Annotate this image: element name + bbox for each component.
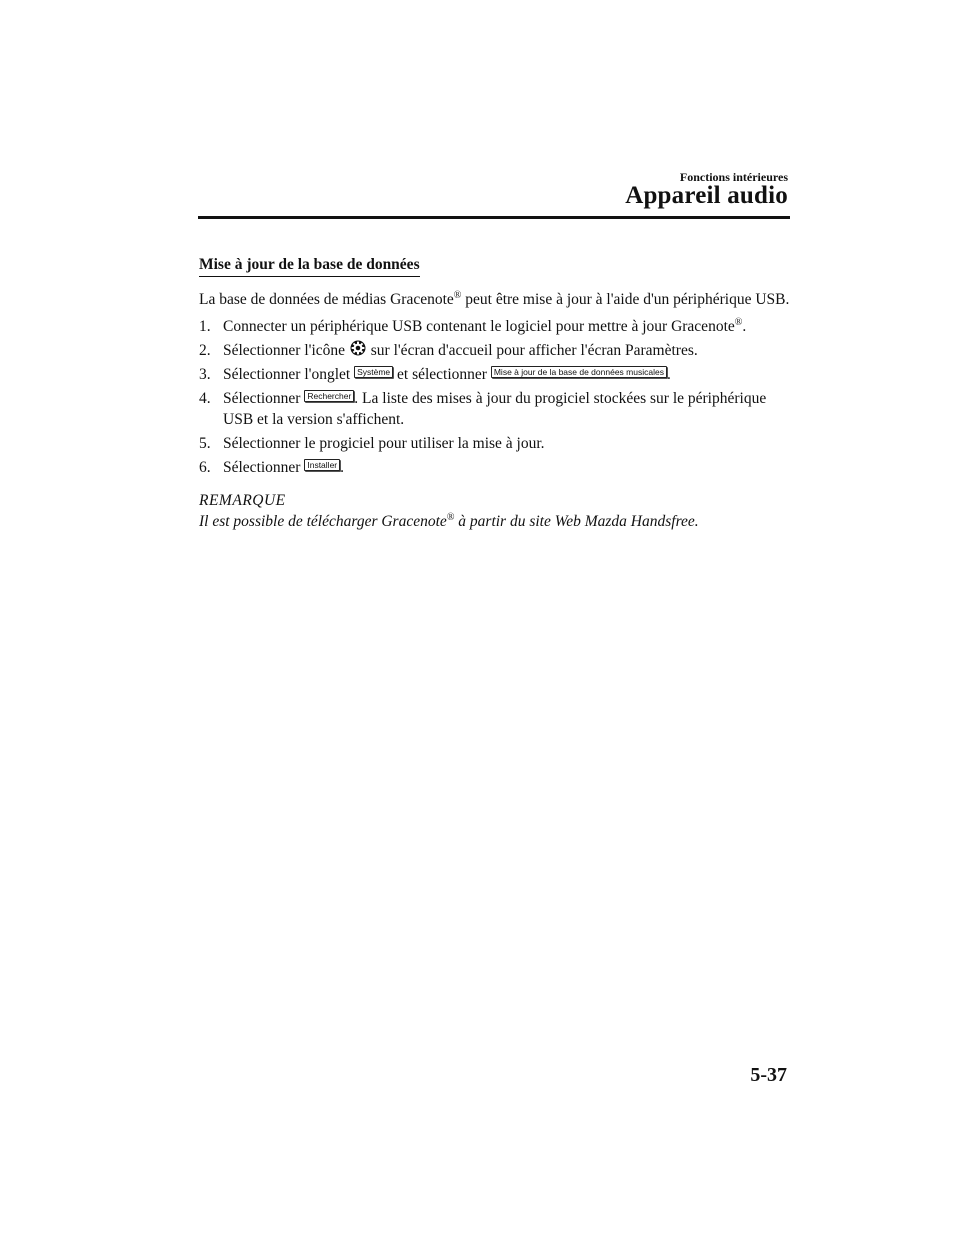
step-text: Connecter un périphérique USB contenant le logiciel pour mettre à jour Gracenote: [223, 318, 735, 335]
note-text-rest: à partir du site Web Mazda Handsfree.: [454, 513, 699, 530]
step-number: 5.: [199, 435, 211, 452]
step-number: 4.: [199, 390, 211, 407]
step-number: 1.: [199, 318, 211, 335]
step-text: Sélectionner: [223, 390, 301, 407]
step-text-end: .: [742, 318, 747, 335]
installer-button: Installer: [304, 459, 340, 471]
step-number: 2.: [199, 342, 211, 359]
header-rule: [198, 216, 790, 219]
note-heading: REMARQUE: [199, 492, 286, 509]
step-text-end: . La liste des mises à jour du progiciel stockées sur le périphérique USB et la version s'affichent.: [223, 390, 767, 428]
gear-icon: [350, 340, 366, 356]
step-text-end: sur l'écran d'accueil pour afficher l'écran Paramètres.: [370, 342, 698, 359]
running-header-title: Appareil audio: [625, 182, 788, 209]
list-item: [199, 388, 799, 430]
step-text: Sélectionner l'onglet: [223, 366, 351, 383]
note-body: [199, 511, 799, 532]
running-header-section: Fonctions intérieures: [679, 170, 788, 184]
step-number: 3.: [199, 366, 211, 383]
step-text-end: .: [340, 459, 344, 476]
page-content: [199, 254, 799, 532]
list-item: [199, 340, 799, 361]
list-item: [199, 364, 799, 385]
page-number: 5-37: [750, 1064, 787, 1086]
database-update-button: Mise à jour de la base de données musicales: [491, 366, 667, 378]
registered-mark: ®: [734, 317, 743, 328]
step-text-mid: et sélectionner: [397, 366, 487, 383]
intro-paragraph: [199, 289, 799, 310]
registered-mark: ®: [446, 512, 455, 523]
steps-list: [199, 316, 799, 478]
step-text: Sélectionner le progiciel pour utiliser la mise à jour.: [223, 435, 545, 452]
registered-mark: ®: [453, 290, 462, 301]
list-item: [199, 433, 799, 454]
intro-text-rest: peut être mise à jour à l'aide d'un périphérique USB.: [461, 291, 790, 308]
list-item: [199, 316, 799, 337]
step-text: Sélectionner: [223, 459, 301, 476]
step-number: 6.: [199, 459, 211, 476]
step-text-end: .: [666, 366, 671, 383]
intro-text: La base de données de médias Gracenote: [199, 291, 454, 308]
step-text: Sélectionner l'icône: [223, 342, 346, 359]
rechercher-button: Rechercher: [304, 390, 354, 402]
list-item: [199, 457, 799, 478]
note-text: Il est possible de télécharger Gracenote: [199, 513, 447, 530]
systeme-tab-button: Système: [354, 366, 393, 378]
section-title: Mise à jour de la base de données: [199, 254, 420, 277]
